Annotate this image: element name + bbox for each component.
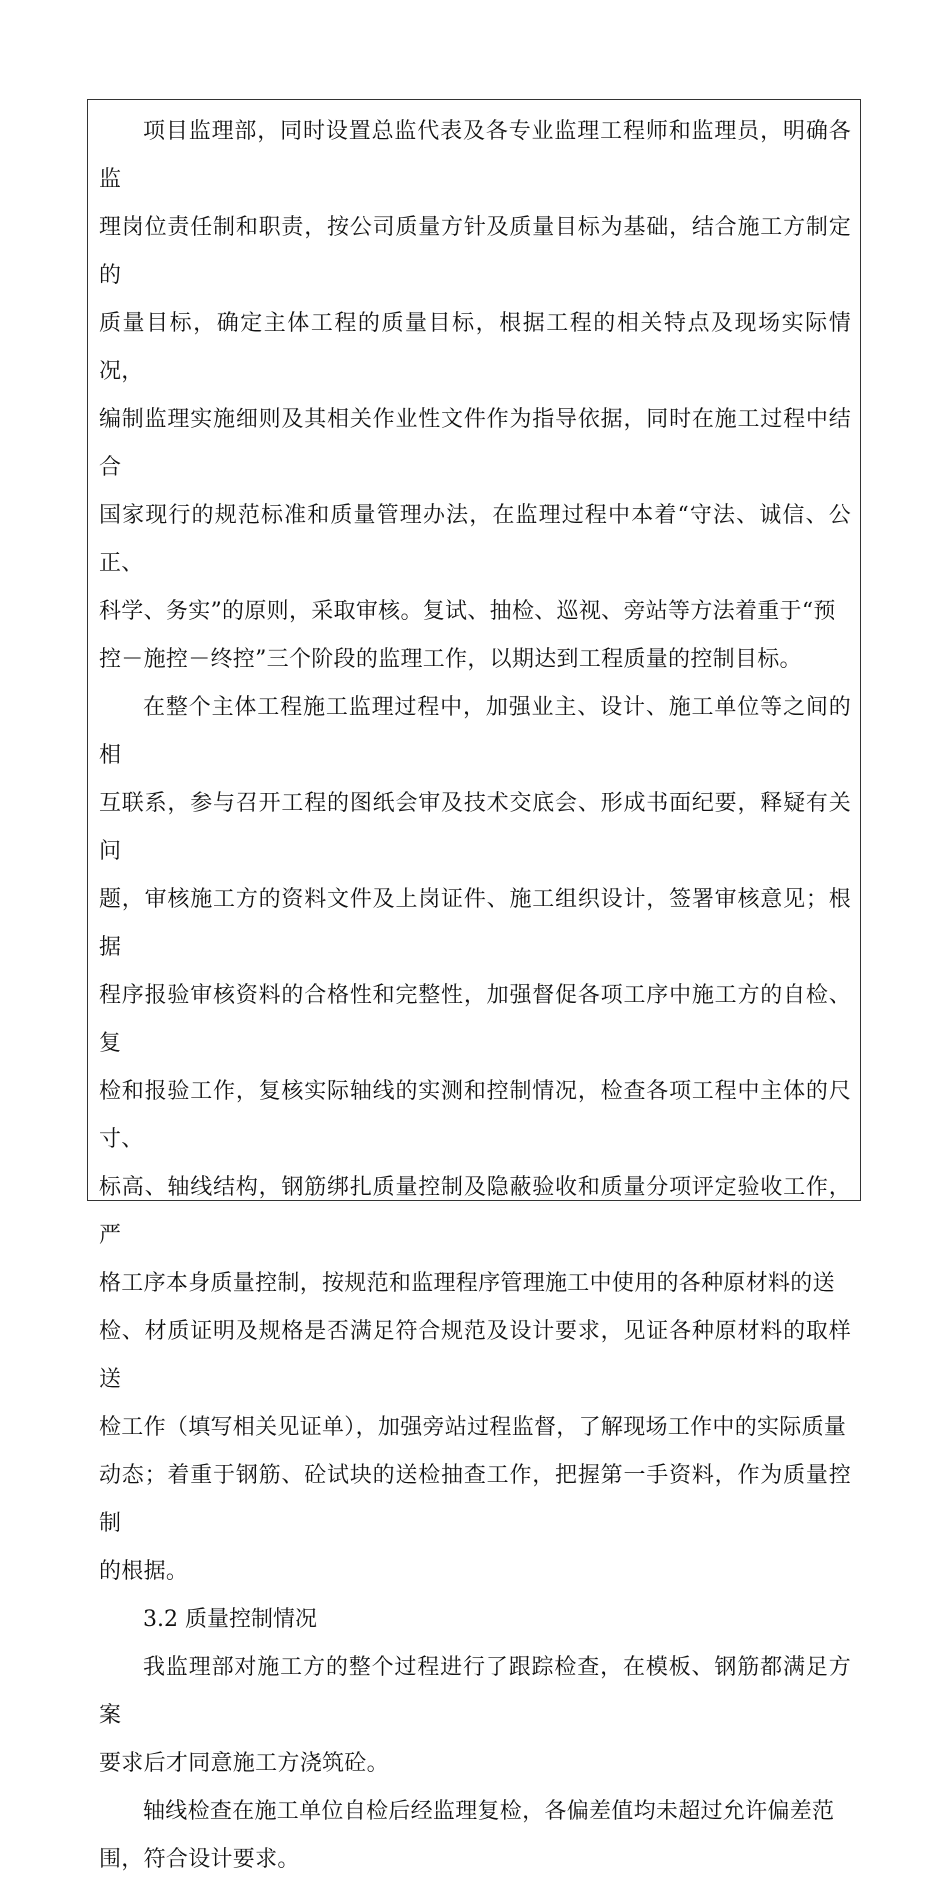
text-line: 的根据。 (99, 1559, 189, 1584)
text-line: 控－施控－终控”三个阶段的监理工作，以期达到工程质量的控制目标。 (99, 647, 802, 672)
section-heading: 3.2 质量控制情况 (143, 1607, 317, 1632)
text-line: 在整个主体工程施工监理过程中，加强业主、设计、施工单位等之间的相 (99, 695, 851, 768)
paragraph-axis-inspection (99, 1788, 851, 1884)
text-line: 轴线检查在施工单位自检后经监理复检，各偏差值均未超过允许偏差范 (143, 1799, 835, 1824)
text-line: 我监理部对施工方的整个过程进行了跟踪检查，在模板、钢筋都满足方案 (99, 1655, 851, 1728)
paragraph-supervision-organization (99, 108, 851, 684)
text-line: 科学、务实”的原则，采取审核。复试、抽检、巡视、旁站等方法着重于“预 (99, 599, 836, 624)
text-line: 围，符合设计要求。 (99, 1847, 300, 1872)
text-line: 检和报验工作，复核实际轴线的实测和控制情况，检查各项工程中主体的尺寸、 (99, 1079, 851, 1152)
text-line: 理岗位责任制和职责，按公司质量方针及质量目标为基础，结合施工方制定的 (99, 215, 851, 288)
text-line: 检、材质证明及规格是否满足符合规范及设计要求，见证各种原材料的取样送 (99, 1319, 851, 1392)
text-line: 编制监理实施细则及其相关作业性文件作为指导依据，同时在施工过程中结合 (99, 407, 851, 480)
text-line: 格工序本身质量控制，按规范和监理程序管理施工中使用的各种原材料的送 (99, 1271, 835, 1296)
text-line: 质量目标，确定主体工程的质量目标，根据工程的相关特点及现场实际情况， (99, 311, 851, 384)
paragraph-supervision-process (99, 684, 851, 1596)
text-line: 标高、轴线结构，钢筋绑扎质量控制及隐蔽验收和质量分项评定验收工作，严 (99, 1175, 851, 1248)
paragraph-tracking-inspection (99, 1644, 851, 1788)
text-line: 检工作（填写相关见证单），加强旁站过程监督，了解现场工作中的实际质量 (99, 1415, 847, 1440)
text-line: 动态；着重于钢筋、砼试块的送检抽查工作，把握第一手资料，作为质量控制 (99, 1463, 851, 1536)
text-line: 要求后才同意施工方浇筑砼。 (99, 1751, 389, 1776)
text-line: 项目监理部，同时设置总监代表及各专业监理工程师和监理员，明确各监 (99, 119, 851, 192)
text-line: 国家现行的规范标准和质量管理办法，在监理过程中本着“守法、诚信、公正、 (99, 503, 851, 576)
text-line: 题，审核施工方的资料文件及上岗证件、施工组织设计，签署审核意见；根据 (99, 887, 851, 960)
document-body (99, 108, 851, 1884)
text-line: 程序报验审核资料的合格性和完整性，加强督促各项工序中施工方的自检、复 (99, 983, 851, 1056)
text-line: 互联系，参与召开工程的图纸会审及技术交底会、形成书面纪要，释疑有关问 (99, 791, 851, 864)
